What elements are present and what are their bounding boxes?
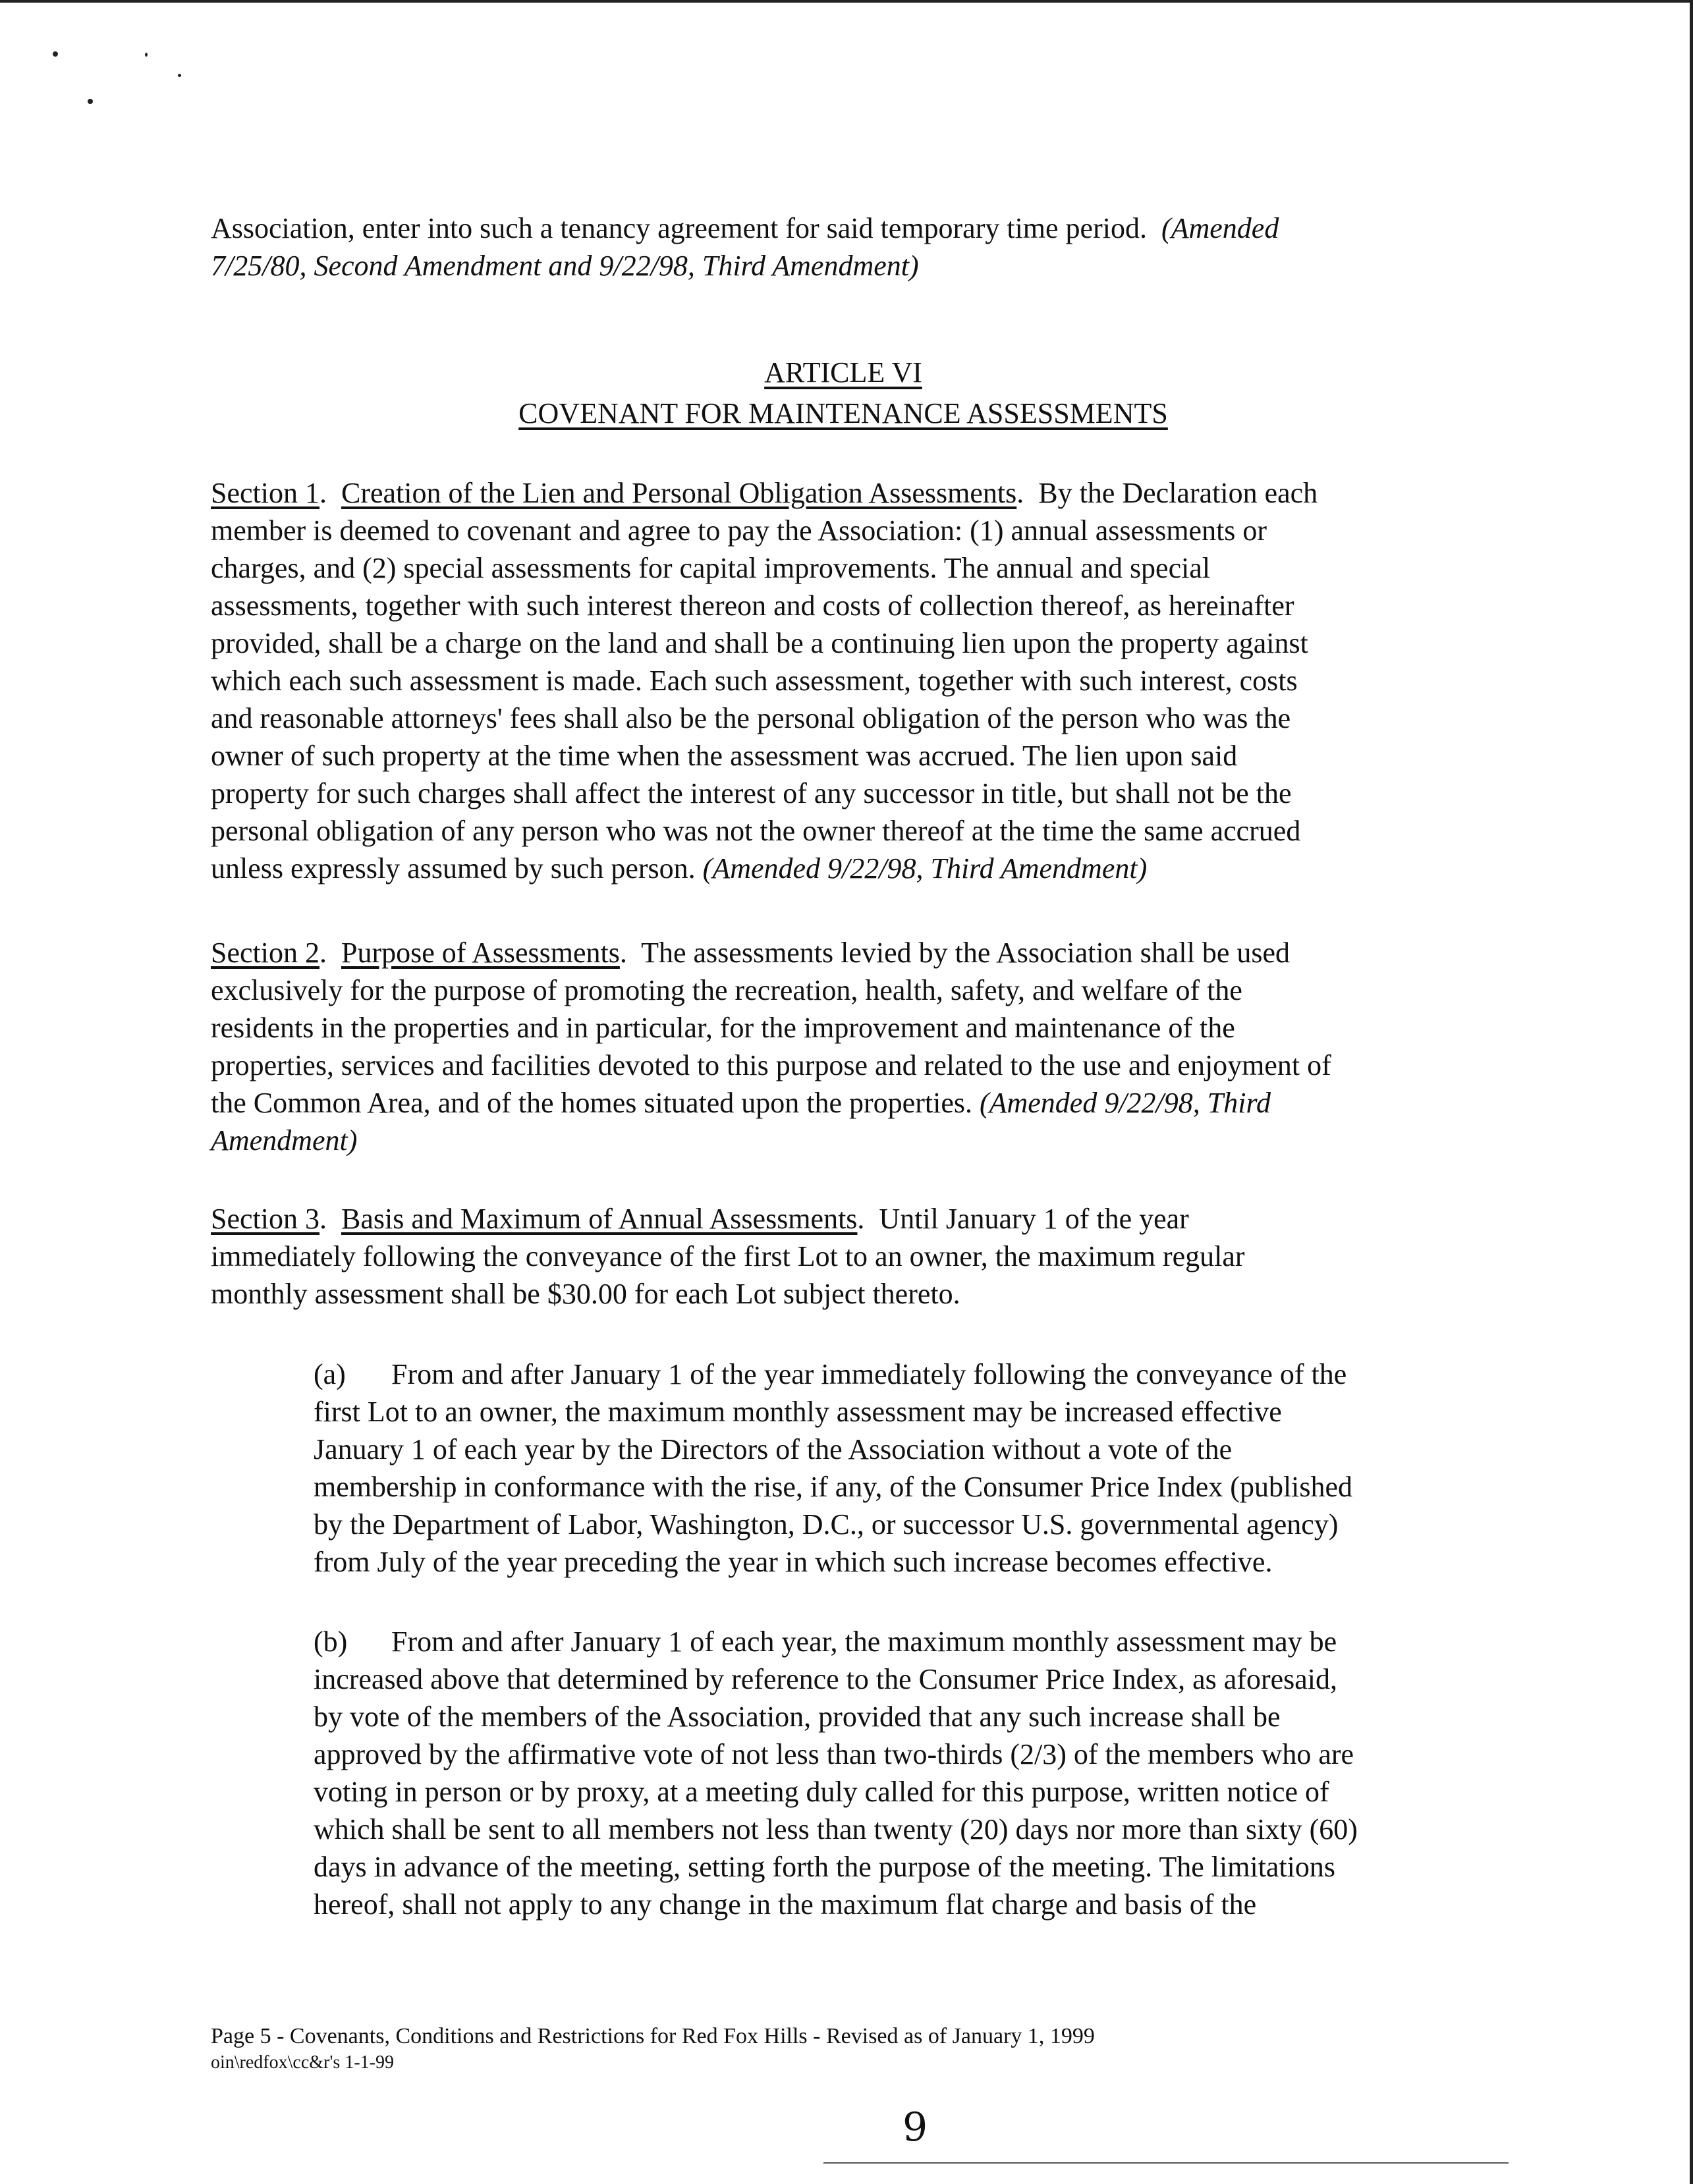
scan-speck bbox=[88, 99, 93, 104]
section-3: Section 3. Basis and Maximum of Annual Assessments. Until January 1 of the year immediately following the conveyance of the first Lot to an owner, the maximum regular monthly assessment shall be $30.00 for each Lot subject thereto. bbox=[211, 1200, 1489, 1313]
section-line: exclusively for the purpose of promoting the recreation, health, safety, and welfare of the bbox=[211, 974, 1242, 1006]
section-heading: Creation of the Lien and Personal Obligation Assessments bbox=[341, 477, 1017, 509]
subsection-line: membership in conformance with the rise, if any, of the Consumer Price Index (published bbox=[314, 1471, 1353, 1503]
continuation-paragraph bbox=[211, 209, 1489, 285]
handwritten-page-mark: 9 bbox=[902, 2104, 928, 2150]
section-label: Section 1 bbox=[211, 477, 319, 509]
subsection-line: increased above that determined by reference to the Consumer Price Index, as aforesaid, bbox=[314, 1663, 1338, 1695]
section-line: immediately following the conveyance of the first Lot to an owner, the maximum regular bbox=[211, 1240, 1245, 1272]
section-line: residents in the properties and in particular, for the improvement and maintenance of the bbox=[211, 1012, 1235, 1044]
scan-border-right bbox=[1690, 0, 1693, 2184]
subsection-b bbox=[314, 1623, 1493, 1923]
section-2: Section 2. Purpose of Assessments. The assessments levied by the Association shall be used exclusively for the purpose of promoting the recreation, health, safety, and welfare of the residents in the properties and in particular, for the improvement and maintenance of the properties, services and facilities devoted to this purpose and related to the use and enjoyment of the Common Area, and of the homes situated upon the properties. (Amended 9/22/98, Third Amendment) bbox=[211, 934, 1489, 1159]
section-line: properties, services and facilities devoted to this purpose and related to the use and enjoyment of bbox=[211, 1049, 1331, 1081]
page-footer bbox=[211, 2023, 1095, 2076]
scan-speck bbox=[178, 74, 181, 77]
section-label: Section 3 bbox=[211, 1203, 319, 1235]
amendment-note: Amendment) bbox=[211, 1124, 358, 1157]
scan-speck bbox=[53, 51, 58, 57]
subsection-line: January 1 of each year by the Directors of the Association without a vote of the bbox=[314, 1433, 1233, 1465]
scan-speck bbox=[145, 53, 148, 57]
footer-file-path: oin\redfox\cc&r's 1-1-99 bbox=[211, 2052, 394, 2073]
subsection-text: From and after January 1 of each year, the maximum monthly assessment may be bbox=[391, 1625, 1337, 1658]
subsection-marker: (a) bbox=[314, 1358, 346, 1390]
section-line: member is deemed to covenant and agree to pay the Association: (1) annual assessments or bbox=[211, 514, 1267, 547]
amendment-note: 7/25/80, Second Amendment and 9/22/98, Third Amendment) bbox=[211, 250, 919, 282]
section-heading: Purpose of Assessments bbox=[341, 937, 620, 969]
section-text: Until January 1 of the year bbox=[879, 1203, 1189, 1235]
subsection-line: by the Department of Labor, Washington, D.C., or successor U.S. governmental agency) bbox=[314, 1508, 1339, 1541]
article-title: COVENANT FOR MAINTENANCE ASSESSMENTS bbox=[518, 397, 1168, 429]
continuation-text: Association, enter into such a tenancy agreement for said temporary time period. bbox=[211, 212, 1147, 244]
section-1: Section 1. Creation of the Lien and Personal Obligation Assessments. By the Declaration each member is deemed to covenant and agree to pay the Association: (1) annual assessments or charges, and (2) special assessments for capital improvements. The annual and special assessments, together with such interest thereon and costs of collection thereof, as hereinafter provided, shall be a charge on the land and shall be a continuing lien upon the property against which each such assessment is made. Each such assessment, together with such interest, costs and reasonable attorneys' fees shall also be the personal obligation of the person who was the owner of such property at the time when the assessment was accrued. The lien upon said property for such charges shall affect the interest of any successor in title, but shall not be the personal obligation of any person who was not the owner thereof at the time the same accrued unless expressly assumed by such person. (Amended 9/22/98, Third Amendment) bbox=[211, 474, 1489, 887]
article-number: ARTICLE VI bbox=[764, 356, 922, 389]
section-line: and reasonable attorneys' fees shall also be the personal obligation of the person who was the bbox=[211, 702, 1291, 734]
section-text: unless expressly assumed by such person. bbox=[211, 852, 696, 885]
amendment-note: (Amended 9/22/98, Third Amendment) bbox=[702, 852, 1148, 885]
subsection-a bbox=[314, 1355, 1493, 1581]
subsection-line: from July of the year preceding the year in which such increase becomes effective. bbox=[314, 1546, 1273, 1578]
section-text: The assessments levied by the Association shall be used bbox=[641, 937, 1291, 969]
section-line: property for such charges shall affect the interest of any successor in title, but shall not be the bbox=[211, 777, 1292, 809]
amendment-note: (Amended bbox=[1161, 212, 1279, 244]
section-line: personal obligation of any person who was not the owner thereof at the time the same accrued bbox=[211, 815, 1301, 847]
subsection-line: by vote of the members of the Association, provided that any such increase shall be bbox=[314, 1701, 1281, 1733]
section-line: charges, and (2) special assessments for capital improvements. The annual and special bbox=[211, 552, 1211, 584]
section-line: provided, shall be a charge on the land and shall be a continuing lien upon the property against bbox=[211, 627, 1308, 659]
section-line: monthly assessment shall be $30.00 for each Lot subject thereto. bbox=[211, 1278, 960, 1310]
section-heading: Basis and Maximum of Annual Assessments bbox=[341, 1203, 858, 1235]
section-line: which each such assessment is made. Each such assessment, together with such interest, costs bbox=[211, 665, 1298, 697]
amendment-note: (Amended 9/22/98, Third bbox=[979, 1087, 1271, 1119]
subsection-line: hereof, shall not apply to any change in the maximum flat charge and basis of the bbox=[314, 1888, 1257, 1921]
subsection-line: days in advance of the meeting, setting forth the purpose of the meeting. The limitations bbox=[314, 1851, 1336, 1883]
section-label: Section 2 bbox=[211, 937, 319, 969]
footer-title: Page 5 - Covenants, Conditions and Restrictions for Red Fox Hills - Revised as of January 1, 1999 bbox=[211, 2024, 1095, 2048]
section-text: By the Declaration each bbox=[1038, 477, 1318, 509]
scan-border-top bbox=[0, 0, 1693, 3]
section-line: assessments, together with such interest thereon and costs of collection thereof, as hereinafter bbox=[211, 589, 1294, 622]
subsection-text: From and after January 1 of the year immediately following the conveyance of the bbox=[391, 1358, 1347, 1390]
subsection-marker: (b) bbox=[314, 1625, 348, 1658]
scan-bottom-line bbox=[823, 2162, 1509, 2164]
section-line: owner of such property at the time when the assessment was accrued. The lien upon said bbox=[211, 740, 1238, 772]
section-text: the Common Area, and of the homes situated upon the properties. bbox=[211, 1087, 972, 1119]
subsection-line: approved by the affirmative vote of not less than two-thirds (2/3) of the members who are bbox=[314, 1738, 1354, 1770]
subsection-line: first Lot to an owner, the maximum monthly assessment may be increased effective bbox=[314, 1396, 1282, 1428]
subsection-line: which shall be sent to all members not less than twenty (20) days nor more than sixty (60) bbox=[314, 1813, 1358, 1845]
subsection-line: voting in person or by proxy, at a meeting duly called for this purpose, written notice of bbox=[314, 1776, 1329, 1808]
